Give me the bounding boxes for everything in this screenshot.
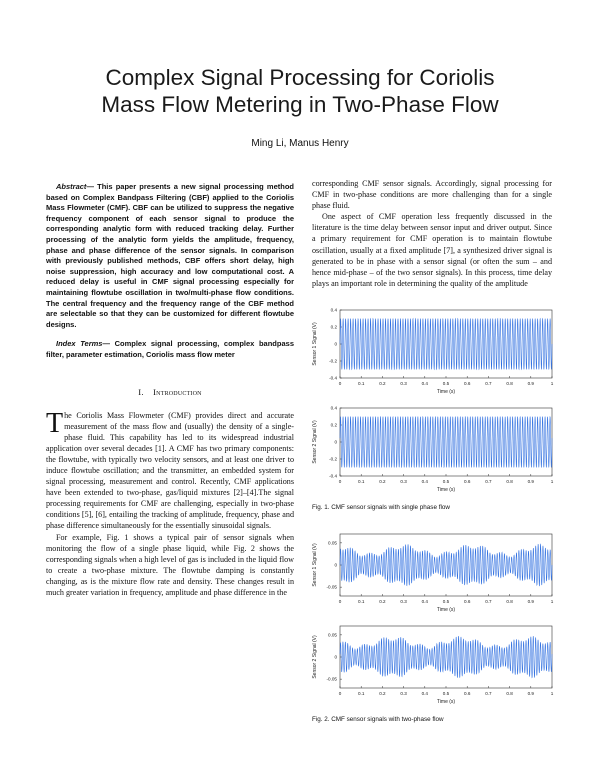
x-tick-label: 0.8 <box>506 691 513 696</box>
x-tick-label: 0.4 <box>421 599 428 604</box>
figure-1-caption: Fig. 1. CMF sensor signals with single phase flow <box>312 504 450 511</box>
x-tick-label: 0.6 <box>464 381 471 386</box>
y-tick-label: 0.2 <box>330 422 337 428</box>
y-axis-label: Sensor 2 Signal (V) <box>312 420 318 464</box>
x-tick-label: 0.9 <box>527 381 534 386</box>
right-paragraph-2: One aspect of CMF operation less frequently discussed in the literature is the time delay between sensor input and driver output. Since a primary requirement for CMF operation is to maintain flowtube oscillation, usually at a fixed amplitude [7], a synthesized driver signal is generated to be in phase with a sensor signal (or often the sum – and hence mid-phase – of the two sensor signals). In this process, time delay plays an important role in determining the quality of the amplitude <box>312 212 552 288</box>
figure-2-caption: Fig. 2. CMF sensor signals with two-phase flow <box>312 716 444 723</box>
figure-1-sensor-2-plot <box>306 404 558 500</box>
x-tick-label: 0.8 <box>506 381 513 386</box>
x-axis-label: Time (s) <box>436 389 456 395</box>
title-line-1: Complex Signal Processing for Coriolis <box>105 65 495 90</box>
x-tick-label: 0.9 <box>527 599 534 604</box>
x-tick-label: 0.6 <box>464 599 471 604</box>
x-tick-label: 0.1 <box>358 599 365 604</box>
x-tick-label: 0 <box>338 479 342 484</box>
intro-paragraph-1 <box>46 407 294 532</box>
y-tick-label: 0 <box>334 439 337 445</box>
figure-1-sensor-1-plot <box>306 306 558 402</box>
x-tick-label: 0.1 <box>358 479 365 484</box>
x-tick-label: 0.8 <box>506 479 513 484</box>
figure-2-sensor-1-plot <box>306 530 558 620</box>
x-tick-label: 0.3 <box>400 691 407 696</box>
x-tick-label: 1 <box>550 691 554 696</box>
x-tick-label: 0.5 <box>442 599 450 604</box>
y-tick-label: 0.05 <box>328 540 337 546</box>
x-tick-label: 0.9 <box>527 479 534 484</box>
x-tick-label: 0.2 <box>379 479 386 484</box>
x-tick-label: 0.3 <box>400 381 407 386</box>
figure-2-sensor-2-plot <box>306 622 558 712</box>
title-line-2: Mass Flow Metering in Two-Phase Flow <box>101 92 499 117</box>
y-axis-label: Sensor 1 Signal (V) <box>312 322 318 366</box>
signal-line-sensor-2 <box>340 636 552 678</box>
x-tick-label: 0.7 <box>485 381 492 386</box>
x-tick-label: 0.4 <box>421 691 428 696</box>
x-tick-label: 0.2 <box>379 381 386 386</box>
x-tick-label: 1 <box>550 381 554 386</box>
x-tick-label: 0 <box>338 381 342 386</box>
y-axis-label: Sensor 1 Signal (V) <box>312 543 318 587</box>
y-axis-label: Sensor 2 Signal (V) <box>312 635 318 679</box>
right-column <box>312 178 552 289</box>
abstract <box>46 182 294 330</box>
abstract-text: — This paper presents a new signal processing method based on Complex Bandpass Filtering (CBF) applied to the Coriolis Mass Flowmeter (CMF). CBF can be utilized to suppress the negative frequency component of each sensor signal to produce the corresponding analytic form with reduced tracking delay. Further processing of the analytic form yields the amplitude, frequency, phase and phase difference of the sensor signals. In comparison with previously published methods, CBF offers short delay, high noise suppression, high accuracy and low computational cost. A reduced delay is useful in CMF signal processing especially for maintaining flowtube oscillation in two/multi-phase flow conditions. The central frequency and the frequency range of the CBF method are selectable so that they can be customized for different flowtube designs. <box>46 182 294 329</box>
x-tick-label: 0 <box>338 691 342 696</box>
x-tick-label: 0.7 <box>485 599 492 604</box>
x-tick-label: 0.2 <box>379 599 386 604</box>
left-column <box>46 182 294 598</box>
x-axis-label: Time (s) <box>436 487 456 493</box>
abstract-label: Abstract <box>56 182 87 191</box>
authors: Ming Li, Manus Henry <box>251 138 349 149</box>
x-tick-label: 0.8 <box>506 599 513 604</box>
x-tick-label: 1 <box>550 599 554 604</box>
y-tick-label: -0.05 <box>326 676 337 682</box>
signal-line-sensor-2 <box>340 417 552 468</box>
y-tick-label: 0.2 <box>330 324 337 330</box>
index-terms <box>46 339 294 360</box>
intro-paragraph-2: For example, Fig. 1 shows a typical pair of sensor signals when monitoring the flow of a single phase liquid, while Fig. 2 shows the corresponding signals when a high level of gas is included in the liquid flow to create a two-phase mixture. The flowtube damping is constantly changing, as is the mixture flow rate and density. These changes result in much greater variation in frequency, amplitude and phase difference in the <box>46 532 294 597</box>
x-tick-label: 0.6 <box>464 479 471 484</box>
y-tick-label: 0.4 <box>330 307 337 313</box>
x-tick-label: 0 <box>338 599 342 604</box>
dropcap: T <box>46 407 64 439</box>
index-terms-text: — Complex signal processing, complex bandpass filter, parameter estimation, Coriolis mass flow meter <box>46 339 294 359</box>
index-terms-label: Index Terms <box>56 339 103 349</box>
x-axis-label: Time (s) <box>436 699 456 705</box>
intro-paragraph-1-text: he Coriolis Mass Flowmeter (CMF) provides direct and accurate measurement of the mass flow and (usually) the density of a single-phase fluid. This capability has led to its widespread industrial application over several decades [1]. A CMF has two primary components: the flowtube, with typically two velocity sensors, and at least one driver to induce flowtube oscillation; and the transmitter, an embedded system for signal processing, measurement and control. Recently, CMF applications have been extended to two-phase, gas/liquid mixtures [2]–[4].The signal processing requirements for CMF are challenging, especially in two-phase conditions [5], [6], entailing the tracking of amplitude, frequency, phase and phase difference simultaneously for the essentially sinusoidal signals. <box>46 410 294 531</box>
x-tick-label: 0.6 <box>464 691 471 696</box>
x-tick-label: 0.3 <box>400 599 407 604</box>
x-axis-label: Time (s) <box>436 607 456 613</box>
x-tick-label: 0.5 <box>442 691 450 696</box>
x-tick-label: 0.5 <box>442 479 450 484</box>
x-tick-label: 0.4 <box>421 479 428 484</box>
x-tick-label: 0.1 <box>358 691 365 696</box>
x-tick-label: 0.7 <box>485 479 492 484</box>
x-tick-label: 0.1 <box>358 381 365 386</box>
x-tick-label: 0.7 <box>485 691 492 696</box>
y-tick-label: -0.2 <box>329 358 337 364</box>
section-title: Introduction <box>153 386 202 397</box>
y-tick-label: -0.2 <box>329 456 337 462</box>
y-tick-label: -0.4 <box>329 473 337 479</box>
x-tick-label: 0.9 <box>527 691 534 696</box>
section-heading <box>46 387 294 397</box>
right-paragraph-1: corresponding CMF sensor signals. Accordingly, signal processing for CMF in two-phase conditions are more challenging than for a single phase fluid. <box>312 179 552 211</box>
x-tick-label: 0.4 <box>421 381 428 386</box>
y-tick-label: 0.05 <box>328 632 337 638</box>
y-tick-label: 0 <box>334 341 337 347</box>
x-tick-label: 0.2 <box>379 691 386 696</box>
y-tick-label: -0.4 <box>329 375 337 381</box>
y-tick-label: 0 <box>334 654 337 660</box>
signal-line-sensor-1 <box>340 319 552 370</box>
y-tick-label: 0.4 <box>330 405 337 411</box>
section-number: I. <box>138 386 144 397</box>
y-tick-label: 0 <box>334 562 337 568</box>
x-tick-label: 1 <box>550 479 554 484</box>
y-tick-label: -0.05 <box>326 584 337 590</box>
x-tick-label: 0.3 <box>400 479 407 484</box>
paper-title <box>40 64 560 118</box>
signal-line-sensor-1 <box>340 544 552 586</box>
x-tick-label: 0.5 <box>442 381 450 386</box>
